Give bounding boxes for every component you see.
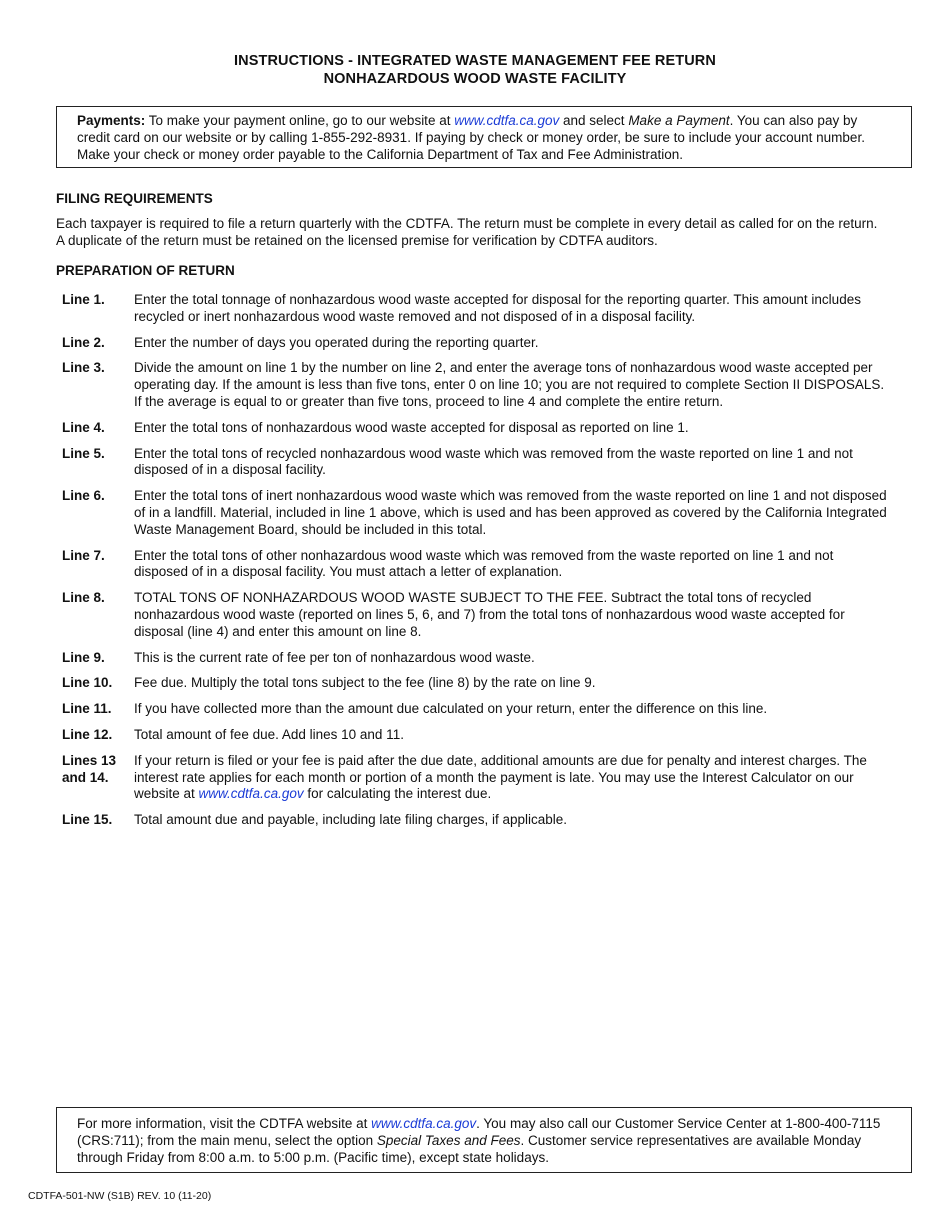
- line13-text-b: for calculating the interest due.: [303, 786, 492, 802]
- line-text: Enter the total tons of nonhazardous wood waste accepted for disposal as reported on line 1.: [134, 419, 689, 435]
- line-text: [134, 753, 888, 803]
- title-line-1: INSTRUCTIONS - INTEGRATED WASTE MANAGEMENT FEE RETURN: [234, 53, 716, 69]
- line-number: Line 12.: [62, 726, 113, 742]
- line-instruction: [62, 446, 888, 480]
- line-number-b: and 14.: [62, 769, 109, 785]
- special-taxes-option: Special Taxes and Fees: [376, 1133, 521, 1148]
- info-text-b: . You may also call our Customer Service Center at 1-800-400-7115 (CRS:711); from the main menu, select the option: [77, 1116, 881, 1148]
- line-text: Fee due. Multiply the total tons subject to the fee (line 8) by the rate on line 9.: [134, 675, 596, 691]
- line-instruction: [62, 590, 888, 640]
- line-text: This is the current rate of fee per ton of nonhazardous wood waste.: [134, 649, 535, 665]
- line-instruction: [62, 650, 888, 667]
- line-instruction: [62, 292, 888, 326]
- info-website-link[interactable]: www.cdtfa.ca.gov: [371, 1116, 477, 1131]
- line-number: Line 8.: [62, 590, 105, 606]
- line-number: Line 5.: [62, 445, 105, 461]
- line-text: TOTAL TONS OF NONHAZARDOUS WOOD WASTE SUBJECT TO THE FEE. Subtract the total tons of recycled nonhazardous wood waste (reported on lines 5, 6, and 7) from the total tons of nonhazardous wood waste accepted for disposal (line 4) and enter this amount on line 8.: [134, 590, 845, 639]
- line-number: Line 15.: [62, 812, 113, 828]
- line-instruction: [62, 420, 888, 437]
- payments-website-link[interactable]: www.cdtfa.ca.gov: [454, 113, 560, 128]
- line-text: Enter the total tonnage of nonhazardous wood waste accepted for disposal for the reporting quarter. This amount includes recycled or inert nonhazardous wood waste removed and not disposed of in a disposal facility.: [134, 292, 861, 324]
- interest-calculator-link[interactable]: www.cdtfa.ca.gov: [198, 786, 304, 802]
- info-text-c: . Customer service representatives are available Monday through Friday from 8:00 a.m. to 5:00 p.m. (Pacific time), except state holidays.: [77, 1133, 862, 1165]
- page-title: [0, 52, 950, 88]
- line-text: Enter the total tons of recycled nonhazardous wood waste which was removed from the waste reported on line 1 and not disposed of in a disposal facility.: [134, 445, 853, 478]
- line-instructions-list: [62, 292, 888, 838]
- line-number: Line 1.: [62, 292, 105, 307]
- form-number-footer: CDTFA-501-NW (S1B) REV. 10 (11-20): [28, 1190, 212, 1202]
- line-instruction: [62, 548, 888, 582]
- line-number: Line 6.: [62, 488, 105, 504]
- line-instruction: [62, 360, 888, 410]
- line-text: If you have collected more than the amount due calculated on your return, enter the difference on this line.: [134, 701, 768, 717]
- line13-text-a: If your return is filed or your fee is paid after the due date, additional amounts are due for penalty and interest charges. The interest rate applies for each month or portion of a month the payment is late. You may use the Interest Calculator on our website at: [134, 752, 867, 802]
- line-text: Enter the total tons of other nonhazardous wood waste which was removed from the waste reported on line 1 and not disposed of in a disposal facility. You must attach a letter of explanation.: [134, 547, 834, 580]
- line-number: Line 4.: [62, 419, 105, 435]
- title-line-2: NONHAZARDOUS WOOD WASTE FACILITY: [323, 71, 627, 87]
- line-instruction: [62, 701, 888, 718]
- filing-requirements-heading: FILING REQUIREMENTS: [56, 191, 213, 206]
- line-instruction: [62, 753, 888, 803]
- filing-requirements-text: Each taxpayer is required to file a return quarterly with the CDTFA. The return must be complete in every detail as called for on the return. A duplicate of the return must be retained on the licensed premise for verification by CDTFA auditors.: [56, 216, 878, 248]
- make-a-payment-text: Make a Payment: [628, 113, 730, 128]
- line-instruction: [62, 335, 888, 352]
- line-number: Line 10.: [62, 675, 113, 691]
- line-number: Line 9.: [62, 649, 105, 665]
- line-number: Line 7.: [62, 547, 105, 563]
- line-text: Divide the amount on line 1 by the number on line 2, and enter the average tons of nonhazardous wood waste accepted per operating day. If the amount is less than five tons, enter 0 on line 10; you are not required to complete Section II DISPOSALS. If the average is equal to or greater than five tons, proceed to line 4 and complete the entire return.: [134, 360, 885, 409]
- line-instruction: [62, 812, 888, 829]
- line-number-a: Lines 13: [62, 752, 117, 768]
- line-instruction: [62, 488, 888, 538]
- line-text: Enter the total tons of inert nonhazardous wood waste which was removed from the waste reported on line 1 and not disposed of in a landfill. Material, included in line 1 above, which is used and has been approved as covered by the California Integrated Waste Management Board, should be included in this total.: [134, 488, 887, 537]
- preparation-heading: PREPARATION OF RETURN: [56, 263, 235, 278]
- line-number: Line 11.: [62, 701, 112, 717]
- line-instruction: [62, 727, 888, 744]
- payments-text-c: . You can also pay by credit card on our website or by calling 1-855-292-8931. If paying by check or money order, be sure to include your account number. Make your check or money order payable to the California Department of Tax and Fee Administration.: [77, 113, 865, 162]
- payments-label: Payments:: [77, 113, 146, 128]
- payments-box: [56, 106, 912, 168]
- line-text: Enter the number of days you operated during the reporting quarter.: [134, 334, 539, 350]
- info-text-a: For more information, visit the CDTFA website at: [77, 1116, 372, 1131]
- payments-text-b: and select: [559, 113, 629, 128]
- line-number: Line 2.: [62, 334, 105, 350]
- line-text: Total amount of fee due. Add lines 10 and 11.: [134, 726, 404, 742]
- line-number: [62, 753, 134, 803]
- line-number: Line 3.: [62, 360, 105, 376]
- line-text: Total amount due and payable, including late filing charges, if applicable.: [134, 812, 568, 828]
- more-info-box: [56, 1107, 912, 1173]
- payments-text-a: To make your payment online, go to our website at: [145, 113, 455, 128]
- line-instruction: [62, 675, 888, 692]
